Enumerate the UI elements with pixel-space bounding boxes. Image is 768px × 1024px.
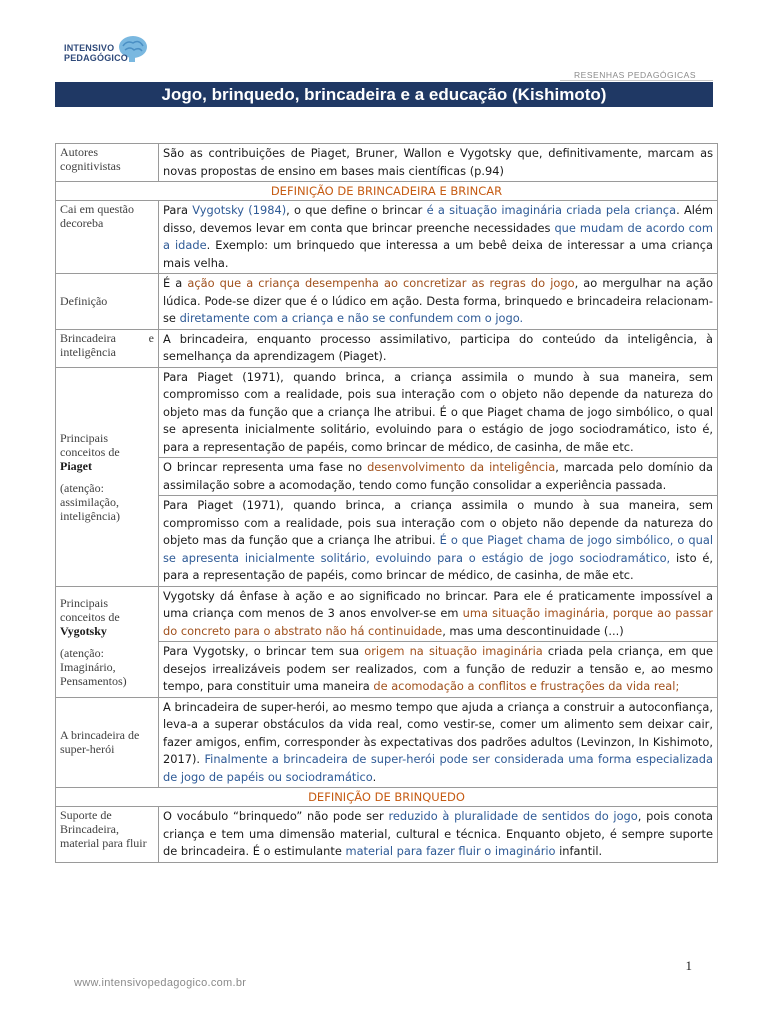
section-heading: DEFINIÇÃO DE BRINQUEDO <box>56 788 718 807</box>
row-label: Definição <box>56 274 159 330</box>
logo-text <box>64 43 128 63</box>
series-divider <box>560 80 713 81</box>
section-heading: DEFINIÇÃO DE BRINCADEIRA E BRINCAR <box>56 182 718 201</box>
table-row <box>56 807 718 863</box>
table-row <box>56 329 718 367</box>
row-content: São as contribuições de Piaget, Bruner, Wallon e Vygotsky que, definitivamente, marcam as novas propostas de ensino em bases mais científicas (p.94) <box>159 144 718 182</box>
row-label-vygotsky: Principais conceitos de Vygotsky (atenção: Imaginário, Pensamentos) <box>56 586 159 697</box>
page-title: Jogo, brinquedo, brincadeira e a educação (Kishimoto) <box>55 82 713 107</box>
row-label: A brincadeira de super-herói <box>56 697 159 788</box>
table-row <box>56 274 718 330</box>
table-row <box>56 144 718 182</box>
section-row <box>56 788 718 807</box>
row-content: É a ação que a criança desempenha ao concretizar as regras do jogo, ao mergulhar na ação lúdica. Pode-se dizer que é o lúdico em ação. Desta forma, brinquedo e brincadeira relacionam-se diretamente com a criança e não se confundem com o jogo. <box>159 274 718 330</box>
table-row <box>56 697 718 788</box>
row-content: Para Piaget (1971), quando brinca, a criança assimila o mundo à sua maneira, sem compromisso com a realidade, pois sua interação com o objeto não depende da natureza do objeto mas da função que a criança lhe atribui. É o que Piaget chama de jogo simbólico, o qual se apresenta inicialmente solitário, evoluindo para o estágio de jogo sociodramático, isto é, para a representação de papéis, como brincar de médico, de casinha, de mãe etc. <box>159 367 718 458</box>
logo-line2: PEDAGÓGICO <box>64 53 129 63</box>
row-content: Para Piaget (1971), quando brinca, a criança assimila o mundo à sua maneira, sem compromisso com a realidade, pois sua interação com o objeto não depende da natureza do objeto mas da função que a criança lhe atribui. É o que Piaget chama de jogo simbólico, o qual se apresenta inicialmente solitário, evoluindo para o estágio de jogo sociodramático, isto é, para a representação de papéis, como brincar de médico, de casinha, de mãe etc. <box>159 496 718 587</box>
footer-url[interactable]: www.intensivopedagogico.com.br <box>74 977 247 989</box>
section-row <box>56 182 718 201</box>
row-content: A brincadeira, enquanto processo assimilativo, participa do conteúdo da inteligência, à semelhança da aprendizagem (Piaget). <box>159 329 718 367</box>
series-label: RESENHAS PEDAGÓGICAS <box>574 70 696 80</box>
table-row <box>56 367 718 458</box>
row-label: Suporte de Brincadeira, material para fluir <box>56 807 159 863</box>
table-row <box>56 201 718 274</box>
row-label: Cai em questão decoreba <box>56 201 159 274</box>
row-label: Brincadeira e inteligência <box>56 329 159 367</box>
logo-line1: INTENSIVO <box>64 43 115 53</box>
row-label: Autores cognitivistas <box>56 144 159 182</box>
row-content: Para Vygotsky, o brincar tem sua origem na situação imaginária criada pela criança, em que desejos irrealizáveis podem ser realizados, com a função de reduzir a tensão e, ao mesmo tempo, para constituir uma maneira de acomodação a conflitos e frustrações da vida real; <box>159 642 718 698</box>
row-content: O vocábulo “brinquedo” não pode ser reduzido à pluralidade de sentidos do jogo, pois conota criança e tem uma dimensão material, cultural e técnica. Enquanto objeto, é sempre suporte de brincadeira. É o estimulante material para fazer fluir o imaginário infantil. <box>159 807 718 863</box>
row-content: O brincar representa uma fase no desenvolvimento da inteligência, marcada pelo domínio da assimilação sobre a acomodação, tendo como função consolidar a experiência passada. <box>159 458 718 496</box>
row-content: Vygotsky dá ênfase à ação e ao significado no brincar. Para ele é praticamente impossível a uma criança com menos de 3 anos envolver-se em uma situação imaginária, porque ao passar do concreto para o abstrato não há continuidade, mas uma descontinuidade (...) <box>159 586 718 642</box>
table-row <box>56 586 718 642</box>
row-content: Para Vygotsky (1984), o que define o brincar é a situação imaginária criada pela criança. Além disso, devemos levar em conta que brincar preenche necessidades que mudam de acordo com a idade. Exemplo: um brinquedo que interessa a um bebê deixa de interessar a uma criança mais velha. <box>159 201 718 274</box>
page-number: 1 <box>685 958 692 973</box>
content-table <box>55 143 718 863</box>
row-label-piaget: Principais conceitos de Piaget (atenção: assimilação, inteligência) <box>56 367 159 586</box>
row-content: A brincadeira de super-herói, ao mesmo tempo que ajuda a criança a construir a autoconfiança, leva-a a superar obstáculos da vida real, como vestir-se, comer um alimento sem deixar cair, fazer amigos, enfim, corresponder às expectativas dos padrões adultos (Levinzon, In Kishimoto, 2017). Finalmente a brincadeira de super-herói pode ser considerada uma forma especializada de jogo de papéis ou sociodramático. <box>159 697 718 788</box>
